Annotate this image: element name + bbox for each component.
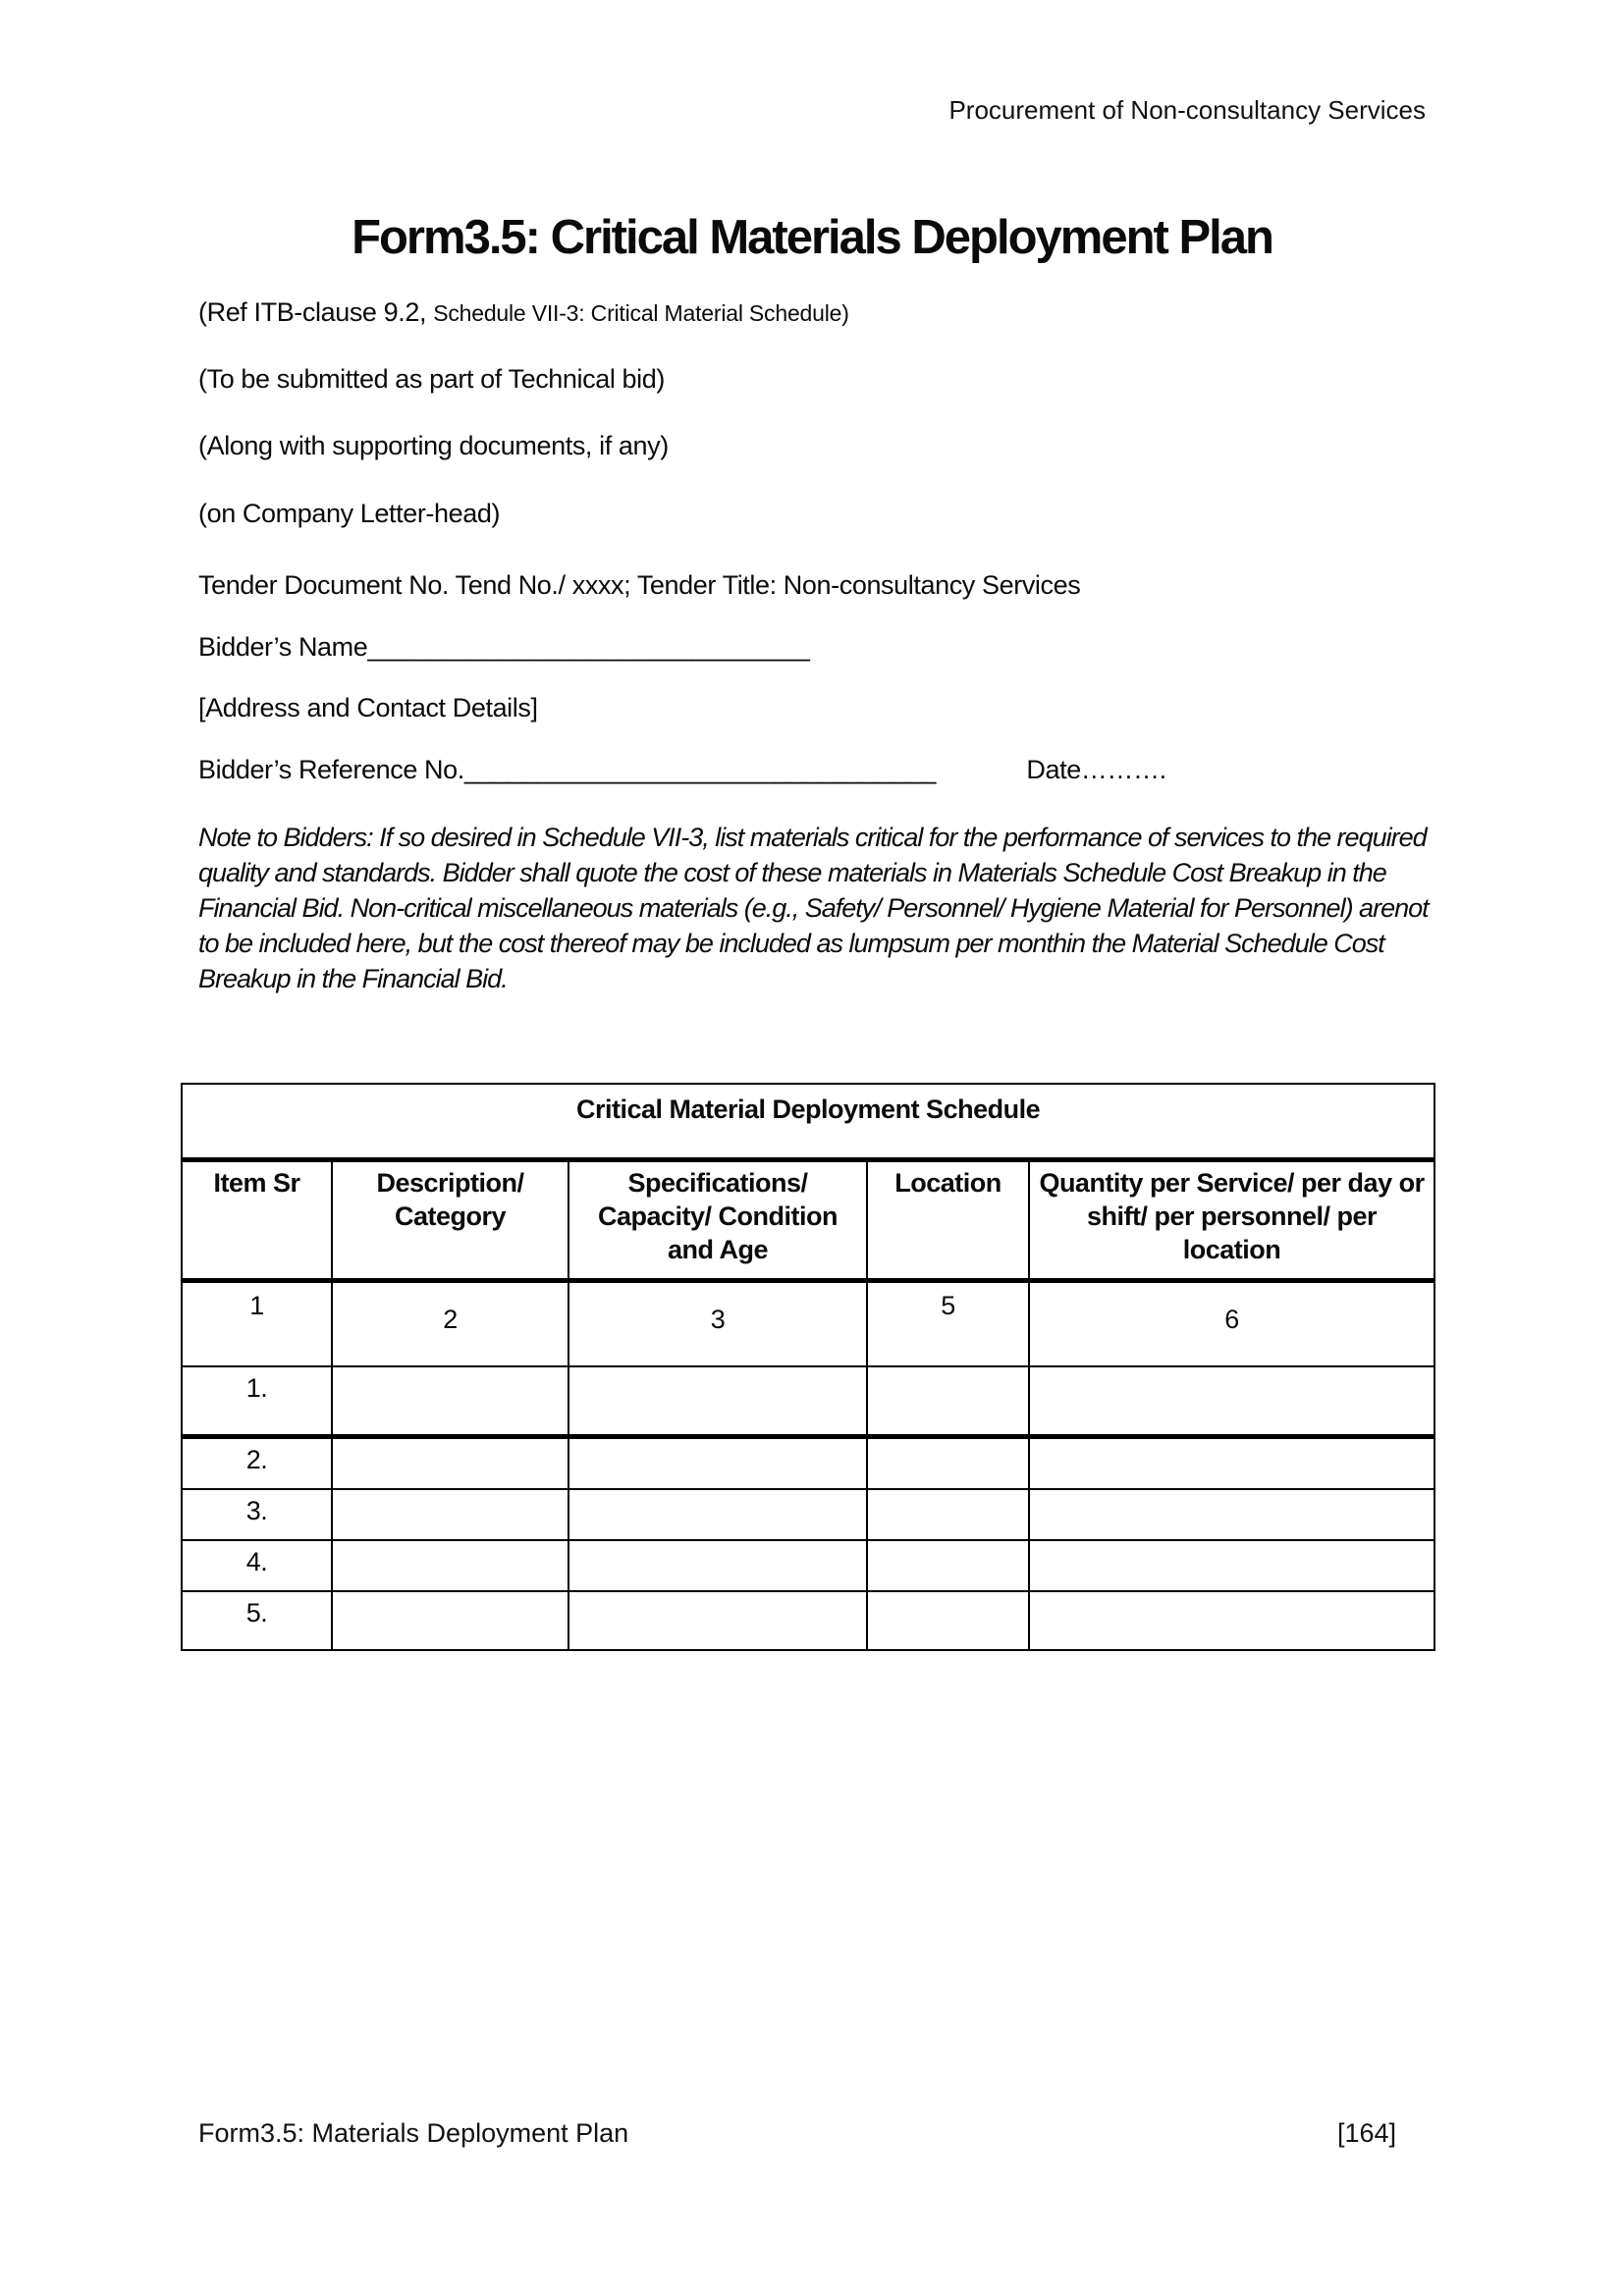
table-row (182, 1591, 1435, 1650)
empty-cell (867, 1540, 1029, 1591)
empty-cell (332, 1366, 568, 1437)
empty-cell (568, 1437, 867, 1490)
column-number: 2 (332, 1281, 568, 1367)
column-number: 5 (867, 1281, 1029, 1367)
empty-cell (867, 1489, 1029, 1540)
empty-cell (1029, 1437, 1435, 1490)
empty-cell (1029, 1366, 1435, 1437)
footer-document-name: Form3.5: Materials Deployment Plan (198, 2118, 629, 2148)
table-title: Critical Material Deployment Schedule (182, 1084, 1435, 1160)
empty-cell (1029, 1489, 1435, 1540)
empty-cell (1029, 1540, 1435, 1591)
bidder-reference-blank: ________________________________ (463, 755, 937, 784)
bidder-reference-label: Bidder’s Reference No. (198, 755, 464, 784)
column-number: 1 (182, 1281, 332, 1367)
table-row (182, 1540, 1435, 1591)
table-title-row (182, 1084, 1435, 1160)
table-header-row (182, 1160, 1435, 1281)
empty-cell (332, 1437, 568, 1490)
supporting-docs-line: (Along with supporting documents, if any) (198, 431, 669, 460)
row-label: 3. (182, 1489, 332, 1540)
ref-clause-main: (Ref ITB-clause 9.2, (198, 297, 434, 327)
date-label: Date………. (1026, 755, 1166, 784)
footer-page-number: [164] (1336, 2118, 1396, 2148)
empty-cell (568, 1540, 867, 1591)
letterhead-line: (on Company Letter-head) (198, 499, 501, 528)
table-row (182, 1489, 1435, 1540)
submitted-line: (To be submitted as part of Technical bid) (198, 364, 665, 394)
column-number-row (182, 1281, 1435, 1367)
row-label: 1. (182, 1366, 332, 1437)
ref-clause-line (198, 294, 849, 331)
row-label: 2. (182, 1437, 332, 1490)
empty-cell (568, 1591, 867, 1650)
address-line: [Address and Contact Details] (198, 693, 538, 722)
table-row (182, 1437, 1435, 1490)
empty-cell (332, 1489, 568, 1540)
bidder-name-line (198, 629, 810, 665)
col-header-item-sr: Item Sr (182, 1160, 332, 1281)
col-header-location: Location (867, 1160, 1029, 1281)
empty-cell (568, 1489, 867, 1540)
empty-cell (1029, 1591, 1435, 1650)
bidder-reference-line (198, 752, 1166, 787)
ref-clause-schedule: Schedule VII-3: Critical Material Schedule) (433, 300, 849, 326)
empty-cell (867, 1366, 1029, 1437)
col-header-description: Description/ Category (332, 1160, 568, 1281)
empty-cell (867, 1591, 1029, 1650)
form-title: Form3.5: Critical Materials Deployment Plan (352, 211, 1272, 264)
page-header-right: Procurement of Non-consultancy Services (948, 95, 1426, 125)
col-header-specifications: Specifications/ Capacity/ Condition and Age (568, 1160, 867, 1281)
column-number: 3 (568, 1281, 867, 1367)
critical-material-schedule-table (181, 1083, 1435, 1651)
note-to-bidders: Note to Bidders: If so desired in Schedule VII-3, list materials critical for the performance of services to the required quality and standards. Bidder shall quote the cost of these materials in Materials Schedule Cost Breakup in the Financial Bid. Non-critical miscellaneous materials (e.g., Safety/ Personnel/ Hygiene Material for Personnel) arenot to be included here, but the cost thereof may be included as lumpsum per monthin the Material Schedule Cost Breakup in the Financial Bid. (198, 823, 1429, 993)
col-header-quantity: Quantity per Service/ per day or shift/ per personnel/ per location (1029, 1160, 1435, 1281)
row-label: 4. (182, 1540, 332, 1591)
tender-number-line: Tender Document No. Tend No./ xxxx; Tender Title: Non-consultancy Services (198, 570, 1081, 600)
row-label: 5. (182, 1591, 332, 1650)
empty-cell (568, 1366, 867, 1437)
table-row (182, 1366, 1435, 1437)
empty-cell (332, 1591, 568, 1650)
bidder-name-label: Bidder’s Name (198, 632, 368, 662)
bidder-name-blank: ______________________________ (367, 632, 810, 662)
column-number: 6 (1029, 1281, 1435, 1367)
empty-cell (867, 1437, 1029, 1490)
empty-cell (332, 1540, 568, 1591)
